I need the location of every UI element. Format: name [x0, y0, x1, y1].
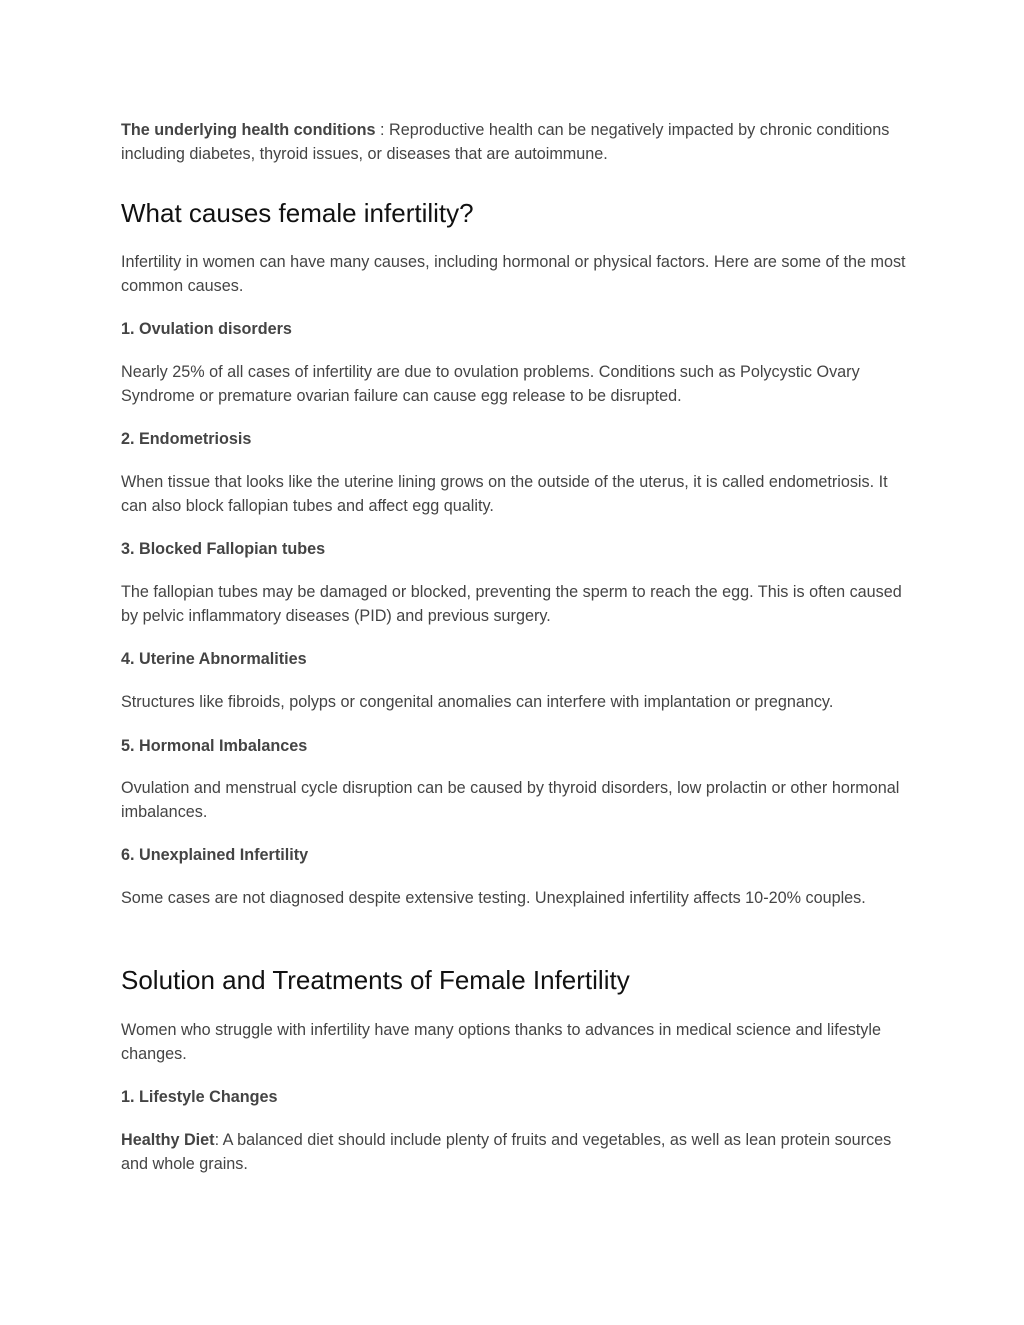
cause-body-3: The fallopian tubes may be damaged or blocked, preventing the sperm to reach the egg. This is often caused by pelvic inflammatory diseases (PID) and previous surgery.	[121, 583, 902, 625]
cause-body-1: Nearly 25% of all cases of infertility are due to ovulation problems. Conditions such as Polycystic Ovary Syndrome or premature ovarian failure can cause egg release to be disrupted.	[121, 363, 860, 405]
intro-text: : Reproductive health can be negatively impacted by chronic conditions including diabetes, thyroid issues, or diseases that are autoimmune.	[121, 121, 890, 163]
cause-title-6: 6. Unexplained Infertility	[121, 846, 309, 864]
cause-title-2: 2. Endometriosis	[121, 430, 252, 448]
treatments-intro: Women who struggle with infertility have many options thanks to advances in medical science and lifestyle changes.	[121, 1021, 881, 1063]
diet-lead: Healthy Diet	[121, 1131, 215, 1149]
intro-paragraph	[121, 119, 911, 166]
cause-title-4: 4. Uterine Abnormalities	[121, 650, 307, 668]
diet-text: : A balanced diet should include plenty of fruits and vegetables, as well as lean protein sources and whole grains.	[121, 1131, 892, 1173]
section-heading-causes: What causes female infertility?	[121, 198, 474, 228]
cause-title-5: 5. Hormonal Imbalances	[121, 737, 308, 755]
cause-body-6: Some cases are not diagnosed despite extensive testing. Unexplained infertility affects 10-20% couples.	[121, 889, 866, 907]
cause-body-5: Ovulation and menstrual cycle disruption can be caused by thyroid disorders, low prolactin or other hormonal imbalances.	[121, 779, 900, 821]
treatment-title-1: 1. Lifestyle Changes	[121, 1088, 278, 1106]
section-heading-treatments: Solution and Treatments of Female Infertility	[121, 965, 630, 995]
cause-body-4: Structures like fibroids, polyps or congenital anomalies can interfere with implantation or pregnancy.	[121, 693, 834, 711]
causes-intro: Infertility in women can have many causes, including hormonal or physical factors. Here are some of the most common causes.	[121, 253, 906, 295]
cause-title-3: 3. Blocked Fallopian tubes	[121, 540, 326, 558]
cause-body-2: When tissue that looks like the uterine lining grows on the outside of the uterus, it is called endometriosis. It can also block fallopian tubes and affect egg quality.	[121, 473, 888, 515]
diet-paragraph	[121, 1129, 911, 1176]
cause-title-1: 1. Ovulation disorders	[121, 320, 292, 338]
intro-lead: The underlying health conditions	[121, 121, 376, 139]
